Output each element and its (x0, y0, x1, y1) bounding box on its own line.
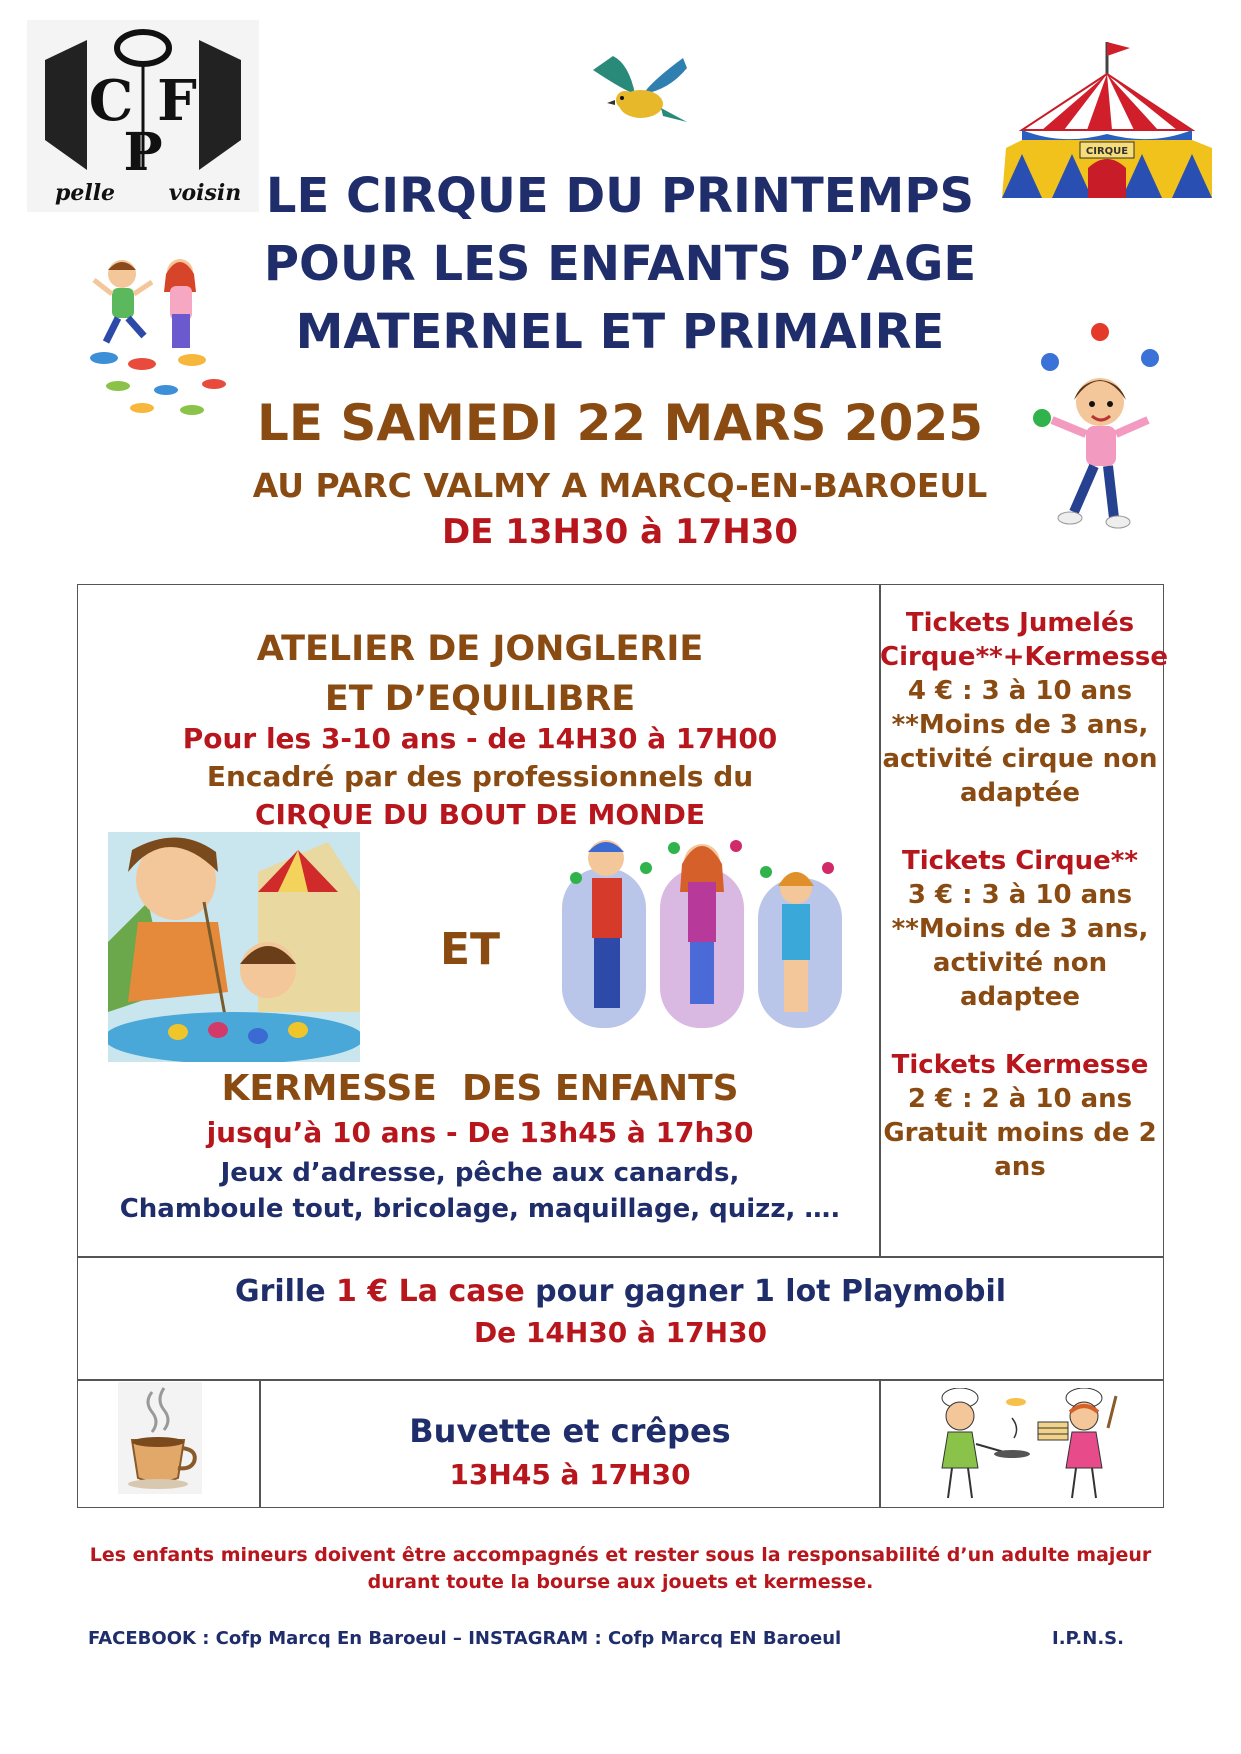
tickets-kermesse-note-2: ans (994, 1152, 1046, 1182)
tickets-jumeles-note-3: adaptée (959, 778, 1080, 808)
bird-illustration (583, 50, 693, 136)
juggler-girl-illustration (1030, 322, 1170, 532)
grille-price: 1 € La case (336, 1274, 525, 1309)
cofp-logo (27, 20, 259, 212)
parental-warning (60, 1542, 1181, 1596)
logo-letter-c: C (88, 68, 134, 134)
tickets-cirque-note-1: **Moins de 3 ans, (891, 914, 1149, 944)
event-place: AU PARC VALMY A MARCQ-EN-BAROEUL (252, 466, 988, 505)
ipns-mention: I.P.N.S. (1052, 1628, 1124, 1649)
social-links: FACEBOOK : Cofp Marcq En Baroeul – INSTAGRAM : Cofp Marcq EN Baroeul (88, 1628, 842, 1649)
warning-line-1: Les enfants mineurs doivent être accompagnés et rester sous la responsabilité d’un adulte majeur (89, 1544, 1152, 1566)
crepe-chefs-illustration (920, 1388, 1130, 1504)
duck-fishing-illustration (108, 832, 360, 1062)
grille-line (78, 1274, 1163, 1309)
tickets-jumeles-note-1: **Moins de 3 ans, (891, 710, 1149, 740)
tickets-cirque-note-2: activité non (932, 948, 1108, 978)
buvette-hours: 13H45 à 17H30 (449, 1458, 691, 1491)
kermesse-ages: jusqu’à 10 ans - De 13h45 à 17h30 (206, 1116, 754, 1149)
coffee-cup-icon (118, 1382, 202, 1494)
title-line-3: MATERNEL ET PRIMAIRE (295, 304, 945, 360)
atelier-title (80, 624, 880, 724)
grille-prefix: Grille (234, 1274, 337, 1309)
table-divider-grille (77, 1256, 1164, 1258)
logo-letter-f: F (157, 68, 197, 134)
title-line-1: LE CIRQUE DU PRINTEMPS (265, 168, 975, 224)
table-divider-buvette (77, 1379, 1164, 1381)
tickets-jumeles-title-2: Cirque**+Kermesse (880, 642, 1169, 672)
tickets-kermesse-price: 2 € : 2 à 10 ans (907, 1084, 1133, 1114)
tickets-cirque-price: 3 € : 3 à 10 ans (907, 880, 1133, 910)
circus-tent-illustration (992, 38, 1222, 214)
tickets-kermesse-note-1: Gratuit moins de 2 (883, 1118, 1157, 1148)
tickets-jumeles-title-1: Tickets Jumelés (905, 608, 1135, 638)
grille-hours: De 14H30 à 17H30 (473, 1316, 768, 1349)
buvette-title: Buvette et crêpes (409, 1412, 731, 1450)
tickets-cirque-title: Tickets Cirque** (901, 846, 1138, 876)
event-hours: DE 13H30 à 17H30 (441, 512, 799, 552)
logo-letter-p: P (123, 122, 163, 183)
juggling-kids-illustration (556, 828, 862, 1034)
connector-et: ET (440, 924, 501, 975)
atelier-title-line-2: ET D’EQUILIBRE (324, 679, 636, 719)
title-line-2: POUR LES ENFANTS D’AGE (263, 236, 977, 292)
atelier-company: CIRQUE DU BOUT DE MONDE (255, 798, 705, 831)
kids-balancing-illustration (82, 252, 242, 418)
atelier-supervised: Encadré par des professionnels du (206, 760, 754, 793)
grille-suffix: pour gagner 1 lot Playmobil (524, 1274, 1007, 1309)
tickets-cirque-note-3: adaptee (959, 982, 1080, 1012)
atelier-title-line-1: ATELIER DE JONGLERIE (256, 629, 704, 669)
warning-line-2: durant toute la bourse aux jouets et kermesse. (367, 1571, 874, 1593)
logo-tagline-right: voisin (168, 180, 242, 206)
tent-sign: CIRQUE (1085, 146, 1129, 157)
tickets-jumeles-note-2: activité cirque non (882, 744, 1158, 774)
logo-tagline-left: pelle (54, 180, 116, 206)
tickets-column (880, 606, 1169, 1184)
atelier-ages: Pour les 3-10 ans - de 14H30 à 17H00 (182, 722, 778, 755)
kermesse-games-line-1: Jeux d’adresse, pêche aux canards, (220, 1158, 740, 1188)
event-date: LE SAMEDI 22 MARS 2025 (256, 394, 984, 452)
event-title (230, 162, 1010, 366)
tickets-jumeles-price: 4 € : 3 à 10 ans (907, 676, 1133, 706)
kermesse-title: KERMESSE DES ENFANTS (221, 1068, 739, 1109)
tickets-kermesse-title: Tickets Kermesse (891, 1050, 1149, 1080)
kermesse-games-line-2: Chamboule tout, bricolage, maquillage, quizz, …. (119, 1194, 841, 1224)
kermesse-games (80, 1155, 880, 1227)
